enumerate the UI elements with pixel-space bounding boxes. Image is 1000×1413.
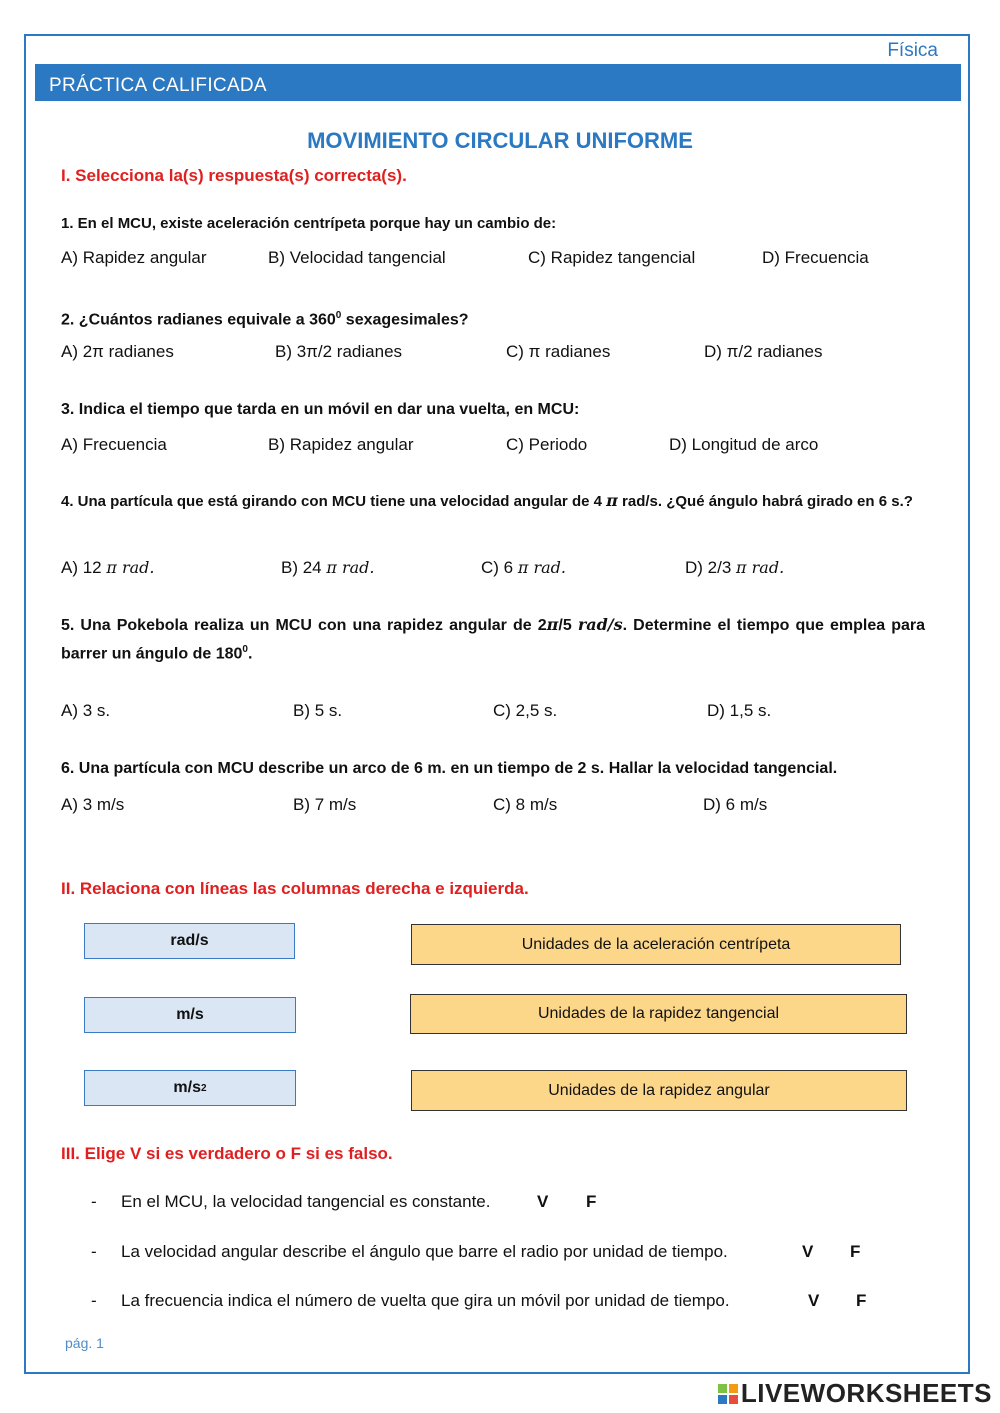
section-3-title: III. Elige V si es verdadero o F si es falso. (61, 1144, 393, 1163)
q1-option-b[interactable]: B) Velocidad tangencial (268, 248, 446, 267)
match-left-rad-s[interactable]: rad/s (84, 923, 295, 959)
q4-option-c[interactable]: C) 6 π rad. (481, 558, 566, 577)
worksheet-title: MOVIMIENTO CIRCULAR UNIFORME (307, 128, 693, 153)
tf-3-f-option[interactable]: F (856, 1291, 867, 1310)
section-1-title: I. Selecciona la(s) respuesta(s) correcta(s). (61, 166, 407, 185)
tf-dash: - (91, 1291, 97, 1310)
q2-option-c[interactable]: C) π radianes (506, 342, 611, 361)
q2-option-a[interactable]: A) 2π radianes (61, 342, 174, 361)
header-banner: PRÁCTICA CALIFICADA (35, 64, 961, 101)
q5-option-d[interactable]: D) 1,5 s. (707, 701, 772, 720)
q6-option-b[interactable]: B) 7 m/s (293, 795, 357, 814)
q3-option-c[interactable]: C) Periodo (506, 435, 588, 454)
q2-option-b[interactable]: B) 3π/2 radianes (275, 342, 403, 361)
q4-option-d[interactable]: D) 2/3 π rad. (685, 558, 785, 577)
tf-dash: - (91, 1242, 97, 1261)
subject-label: Física (887, 40, 938, 61)
q6-option-a[interactable]: A) 3 m/s (61, 795, 125, 814)
match-left-m-s[interactable]: m/s (84, 997, 296, 1033)
q6-option-d[interactable]: D) 6 m/s (703, 795, 768, 814)
tf-3-v-option[interactable]: V (808, 1291, 820, 1310)
liveworksheets-logo: LIVEWORKSHEETS (718, 1378, 992, 1409)
q1-option-d[interactable]: D) Frecuencia (762, 248, 869, 267)
tf-item-1: - En el MCU, la velocidad tangencial es constante. V F (91, 1192, 597, 1211)
q3-option-d[interactable]: D) Longitud de arco (669, 435, 819, 454)
question-5: 5. Una Pokebola realiza un MCU con una rapidez angular de 2π/5 rad/s. Determine el tiempo que emplea para barrer un ángulo de $180^0$. (61, 615, 926, 663)
q5-option-a[interactable]: A) 3 s. (61, 701, 111, 720)
q3-option-b[interactable]: B) Rapidez angular (268, 435, 414, 454)
tf-item-3: - La frecuencia indica el número de vuelta que gira un móvil por unidad de tiempo. V F (91, 1291, 867, 1310)
q2-option-d[interactable]: D) π/2 radianes (704, 342, 823, 361)
question-6: 6. Una partícula con MCU describe un arco de 6 m. en un tiempo de 2 s. Hallar la velocidad tangencial. (61, 760, 838, 777)
match-left-m-s2[interactable]: m/s 2 (84, 1070, 296, 1106)
match-right-angular[interactable]: Unidades de la rapidez angular (411, 1070, 907, 1111)
q4-option-a[interactable]: A) 12 π rad. (61, 558, 155, 577)
question-4: 4. Una partícula que está girando con MCU tiene una velocidad angular de 4 π rad/s. ¿Qué ángulo habrá girado en 6 s.? (61, 491, 913, 510)
q1-option-a[interactable]: A) Rapidez angular (61, 248, 207, 267)
tf-1-f-option[interactable]: F (586, 1192, 597, 1211)
tf-2-f-option[interactable]: F (850, 1242, 861, 1261)
q6-option-c[interactable]: C) 8 m/s (493, 795, 558, 814)
q4-option-b[interactable]: B) 24 π rad. (281, 558, 375, 577)
liveworksheets-icon (718, 1384, 738, 1404)
question-1: 1. En el MCU, existe aceleración centrípeta porque hay un cambio de: (61, 215, 557, 232)
q5-option-b[interactable]: B) 5 s. (293, 701, 343, 720)
question-2: 2. ¿Cuántos radianes equivale a $360^0$ sexagesimales? (61, 310, 469, 329)
tf-item-2: - La velocidad angular describe el ángulo que barre el radio por unidad de tiempo. V F (91, 1242, 861, 1261)
q5-option-c[interactable]: C) 2,5 s. (493, 701, 558, 720)
q1-option-c[interactable]: C) Rapidez tangencial (528, 248, 696, 267)
page-number: pág. 1 (65, 1335, 104, 1351)
section-2-title: II. Relaciona con líneas las columnas derecha e izquierda. (61, 879, 529, 898)
match-right-tangential[interactable]: Unidades de la rapidez tangencial (410, 994, 907, 1034)
tf-dash: - (91, 1192, 97, 1211)
question-3: 3. Indica el tiempo que tarda en un móvil en dar una vuelta, en MCU: (61, 401, 580, 418)
tf-1-v-option[interactable]: V (537, 1192, 549, 1211)
q3-option-a[interactable]: A) Frecuencia (61, 435, 167, 454)
tf-2-v-option[interactable]: V (802, 1242, 814, 1261)
match-right-centripetal[interactable]: Unidades de la aceleración centrípeta (411, 924, 901, 965)
